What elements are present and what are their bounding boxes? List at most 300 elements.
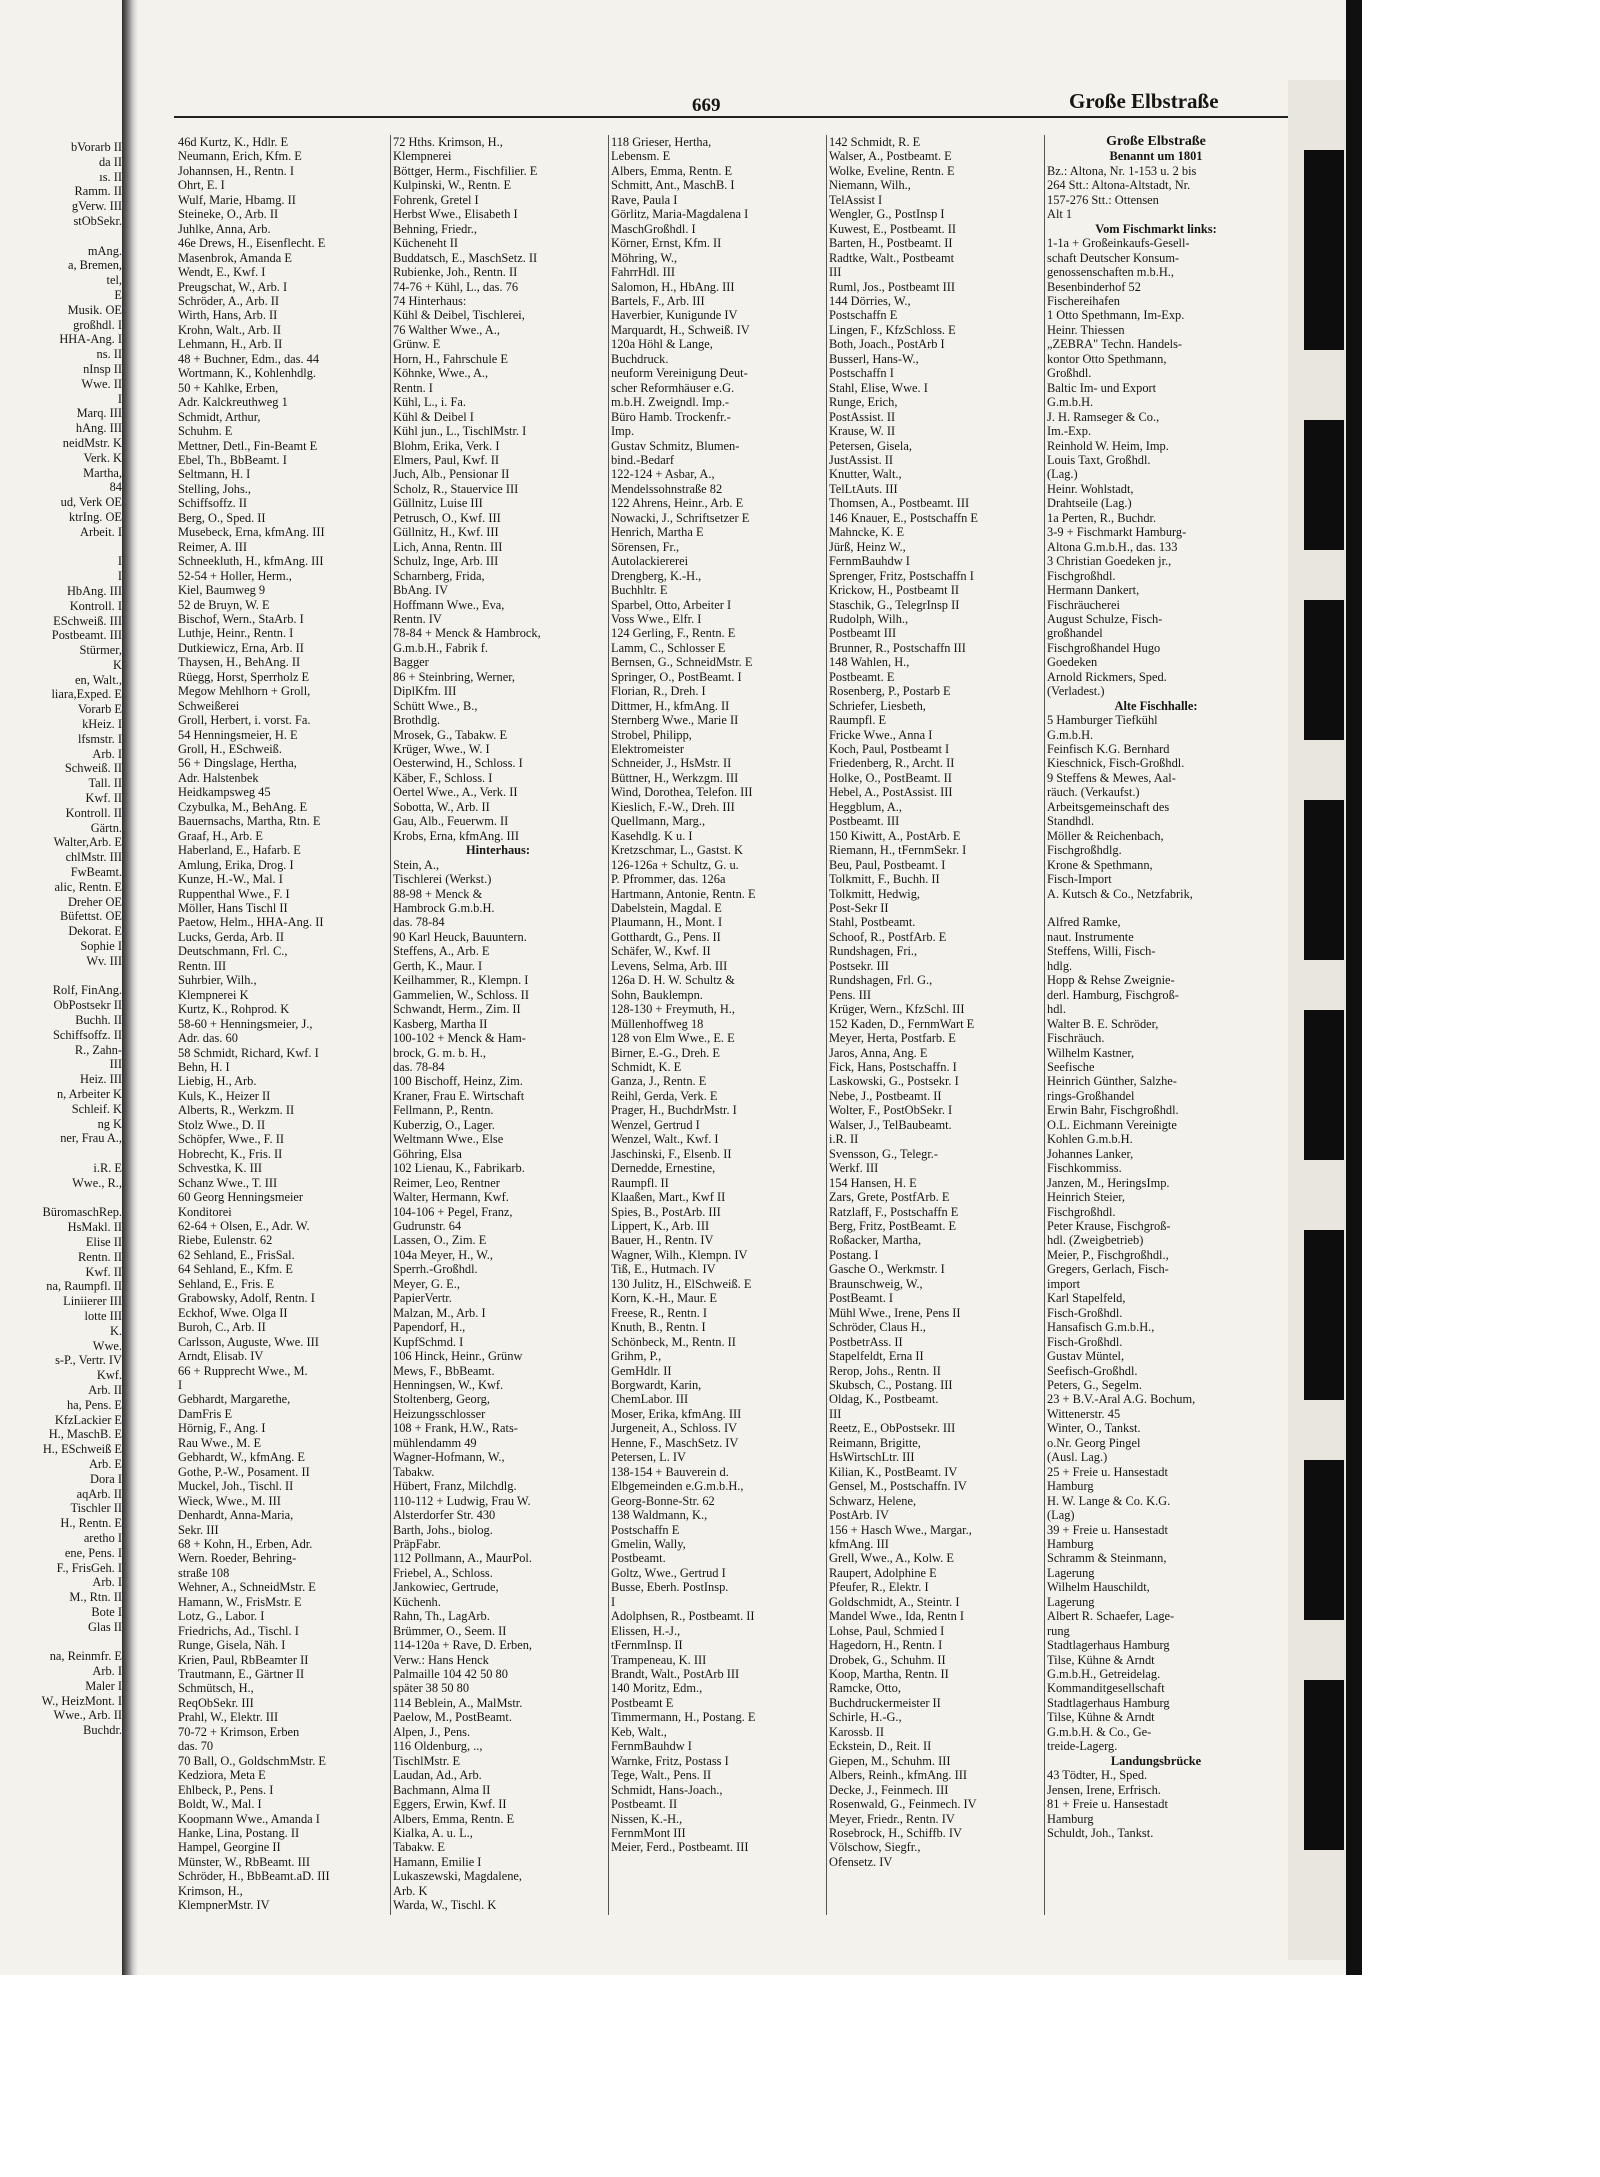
directory-entry: Henrich, Martha E	[611, 525, 704, 540]
directory-entry: Bischof, Wern., StaArb. I	[178, 611, 304, 626]
directory-entry: 152 Kaden, D., FernmWart E	[829, 1016, 975, 1031]
directory-entry: später 38 50 80	[393, 1681, 470, 1696]
directory-entry: Levens, Selma, Arb. III	[611, 958, 728, 973]
directory-entry: Karl Stapelfeld,	[1047, 1291, 1126, 1306]
directory-entry: 154 Hansen, H. E	[829, 1175, 917, 1190]
directory-entry: Dabelstein, Magdal. E	[611, 901, 722, 916]
directory-entry: Hambrock G.m.b.H.	[393, 901, 495, 916]
directory-entry: 58 Schmidt, Richard, Kwf. I	[178, 1045, 319, 1060]
directory-entry: 64 Sehland, E., Kfm. E	[178, 1262, 293, 1277]
directory-entry: Jaros, Anna, Ang. E	[829, 1045, 928, 1060]
directory-entry: Fischräuch.	[1047, 1031, 1105, 1046]
directory-entry: PostBeamt. I	[829, 1291, 894, 1306]
directory-entry: Postschaffn I	[829, 366, 894, 381]
prev-page-line: 84	[109, 480, 122, 495]
directory-entry: Steffens, A., Arb. E	[393, 944, 490, 959]
directory-entry: TelAssist I	[829, 192, 883, 207]
directory-entry: Köhnke, Wwe., A.,	[393, 366, 489, 381]
directory-entry: MaschGroßhdl. I	[611, 221, 696, 236]
directory-entry: FernmMont III	[611, 1826, 686, 1841]
prev-page-line: stObSekr.	[73, 213, 122, 228]
directory-entry: Konditorei	[178, 1204, 232, 1219]
directory-entry: 130 Julitz, H., ElSchweiß. E	[611, 1276, 752, 1291]
directory-entry: 23 + B.V.-Aral A.G. Bochum,	[1047, 1392, 1196, 1407]
directory-entry: Weltmann Wwe., Else	[393, 1132, 504, 1147]
directory-entry: Papendorf, H.,	[393, 1320, 466, 1335]
thumb-index-tab	[1304, 800, 1344, 960]
directory-entry: Schriefer, Liesbeth,	[829, 698, 926, 713]
directory-entry: Fellmann, P., Rentn.	[393, 1103, 494, 1118]
directory-entry: 70-72 + Krimson, Erben	[178, 1724, 300, 1739]
directory-entry: 88-98 + Menck &	[393, 886, 483, 901]
directory-entry: Schiffsoffz. II	[178, 496, 248, 511]
directory-entry: Standhdl.	[1047, 814, 1095, 829]
directory-entry: Kommanditgesellschaft	[1047, 1681, 1165, 1696]
directory-entry: I	[178, 1377, 183, 1392]
directory-entry: Nowacki, J., Schriftsetzer E	[611, 510, 750, 525]
directory-entry: Sohn, Bauklempn.	[611, 987, 703, 1002]
directory-entry: FernmBauhdw I	[829, 554, 910, 569]
prev-page-line: HbAng. III	[66, 583, 122, 598]
directory-entry: Brothdlg.	[393, 713, 441, 728]
directory-entry: Rave, Paula I	[611, 192, 678, 207]
directory-entry: Meyer, Friedr., Rentn. IV	[829, 1811, 955, 1826]
directory-entry: Masenbrok, Amanda E	[178, 250, 292, 265]
directory-entry: 114 Beblein, A., MalMstr.	[393, 1695, 523, 1710]
directory-entry: Kialka, A. u. L.,	[393, 1826, 473, 1841]
directory-entry: Georg-Bonne-Str. 62	[611, 1493, 715, 1508]
prev-page-line: Martha,	[83, 465, 122, 480]
directory-entry: Postbeamt. II	[611, 1797, 678, 1812]
directory-entry: bind.-Bedarf	[611, 452, 674, 467]
directory-entry: Postbeamt III	[829, 626, 897, 641]
prev-page-line: HHA-Ang. I	[59, 332, 122, 347]
directory-entry: Wagner, Wilh., Klempn. IV	[611, 1247, 748, 1262]
directory-entry: Both, Joach., PostArb I	[829, 337, 945, 352]
prev-page-line: Rentn. II	[77, 1249, 122, 1264]
directory-entry: Postbeamt E	[611, 1695, 674, 1710]
directory-entry: Mühl Wwe., Irene, Pens II	[829, 1305, 961, 1320]
directory-entry: Vom Fischmarkt links:	[1095, 221, 1217, 236]
directory-entry: Ruml, Jos., Postbeamt III	[829, 279, 955, 294]
directory-entry: G.m.b.H.	[1047, 395, 1094, 410]
directory-entry: Friedrichs, Ad., Tischl. I	[178, 1623, 299, 1638]
directory-entry: Albert R. Schaefer, Lage-	[1047, 1609, 1175, 1624]
prev-page-line: chlMstr. III	[65, 850, 122, 865]
directory-entry: 138-154 + Bauverein d.	[611, 1464, 729, 1479]
directory-entry: Decke, J., Feinmech. III	[829, 1782, 949, 1797]
prev-page-line: III	[109, 1057, 122, 1072]
prev-page-line: ene, Pens. I	[64, 1545, 122, 1560]
prev-page-line: ESchweiß. III	[53, 613, 122, 628]
directory-entry: Quellmann, Marg.,	[611, 814, 706, 829]
directory-entry: Groll, Herbert, i. vorst. Fa.	[178, 713, 311, 728]
directory-entry: August Schulze, Fisch-	[1047, 611, 1163, 626]
directory-entry: Winter, O., Tankst.	[1047, 1421, 1141, 1436]
directory-entry: Lagerung	[1047, 1594, 1095, 1609]
prev-page-line: Schweiß. II	[64, 761, 122, 776]
prev-page-line: ns. II	[96, 347, 122, 362]
directory-entry: Bagger	[393, 655, 429, 670]
previous-page-fragment	[0, 140, 122, 1880]
directory-entry: Kohlen G.m.b.H.	[1047, 1132, 1133, 1147]
directory-entry: Runge, Erich,	[829, 395, 898, 410]
directory-entry: Schulz, Inge, Arb. III	[393, 554, 499, 569]
directory-entry: Wengler, G., PostInsp I	[829, 207, 945, 222]
directory-entry: Runge, Gisela, Näh. I	[178, 1638, 286, 1653]
directory-entry: Lippert, K., Arb. III	[611, 1218, 710, 1233]
directory-entry: Schwandt, Herm., Zim. II	[393, 1002, 521, 1017]
directory-entry: 104-106 + Pegel, Franz,	[393, 1204, 513, 1219]
prev-page-line: H., Rentn. E	[60, 1516, 122, 1531]
directory-entry: DamFris E	[178, 1406, 233, 1421]
directory-entry: mühlendamm 49	[393, 1435, 477, 1450]
directory-entry: 5 Hamburger Tiefkühl	[1047, 713, 1158, 728]
prev-page-line: Kontroll. II	[65, 805, 122, 820]
directory-entry: Wortmann, K., Kohlenhdlg.	[178, 366, 317, 381]
directory-entry: Warnke, Fritz, Postass I	[611, 1753, 729, 1768]
directory-entry: Ratzlaff, F., Postschaffn E	[829, 1204, 959, 1219]
directory-entry: Wilhelm Kastner,	[1047, 1045, 1135, 1060]
prev-page-line: a, Bremen,	[67, 258, 122, 273]
prev-page-line: Vorarb E	[77, 702, 122, 717]
directory-entry: brock, G. m. b. H.,	[393, 1045, 486, 1060]
directory-entry: Stadtlagerhaus Hamburg	[1047, 1695, 1170, 1710]
directory-entry: Steffens, Willi, Fisch-	[1047, 944, 1156, 959]
directory-entry: Elektromeister	[611, 742, 684, 757]
directory-entry: (Lag.)	[1047, 467, 1078, 482]
directory-entry: Arndt, Elisab. IV	[178, 1349, 264, 1364]
directory-entry: Bartels, F., Arb. III	[611, 293, 705, 308]
directory-entry: Ruppenthal Wwe., F. I	[178, 886, 290, 901]
directory-entry: Hagedorn, H., Rentn. I	[829, 1638, 943, 1653]
directory-entry: Dutkiewicz, Erna, Arb. II	[178, 640, 304, 655]
directory-entry: Wenzel, Gertrud I	[611, 1117, 700, 1132]
directory-entry: Raumpfl. II	[611, 1175, 669, 1190]
directory-entry: Völschow, Siegfr.,	[829, 1840, 921, 1855]
prev-page-line: W., HeizMont. I	[41, 1693, 122, 1708]
directory-entry: Klempnerei K	[178, 987, 249, 1002]
directory-entry: Alfred Ramke,	[1047, 915, 1121, 930]
directory-entry: Fohrenk, Gretel I	[393, 192, 479, 207]
directory-entry: Ganza, J., Rentn. E	[611, 1074, 707, 1089]
directory-entry: Beu, Paul, Postbeamt. I	[829, 857, 946, 872]
directory-entry: Gau, Alb., Feuerwm. II	[393, 814, 509, 829]
directory-entry: Schanz Wwe., T. III	[178, 1175, 278, 1190]
directory-entry: rung	[1047, 1623, 1070, 1638]
directory-entry: Feinfisch K.G. Bernhard	[1047, 742, 1170, 757]
directory-entry: Gregers, Gerlach, Fisch-	[1047, 1262, 1169, 1277]
directory-entry: 146 Knauer, E., Postschaffn E	[829, 510, 978, 525]
directory-entry: Raumpfl. E	[829, 713, 887, 728]
directory-entry: Skubsch, C., Postang. III	[829, 1377, 953, 1392]
prev-page-line	[0, 229, 122, 244]
directory-entry: Rundshagen, Fri.,	[829, 944, 918, 959]
directory-entry: Arbeitsgemeinschaft des	[1047, 799, 1170, 814]
directory-entry: Krüger, Wwe., W. I	[393, 742, 490, 757]
directory-entry: Janzen, M., HeringsImp.	[1047, 1175, 1170, 1190]
running-head-street: Große Elbstraße	[1069, 89, 1219, 113]
directory-entry: Sekr. III	[178, 1522, 219, 1537]
directory-entry: Postbeamt. E	[829, 669, 895, 684]
directory-entry: 3 Christian Goedeken jr.,	[1047, 554, 1172, 569]
directory-entry: 68 + Kohn, H., Erben, Adr.	[178, 1536, 313, 1551]
prev-page-line: Büfettst. OE	[60, 909, 122, 924]
directory-entry: Czybulka, M., BehAng. E	[178, 799, 308, 814]
directory-entry: Lich, Anna, Rentn. III	[393, 539, 503, 554]
prev-page-line: I	[117, 569, 122, 584]
directory-entry: Gmelin, Wally,	[611, 1536, 686, 1551]
directory-entry: G.m.b.H., Getreidelag.	[1047, 1667, 1161, 1682]
directory-entry: Fisch-Großhdl.	[1047, 1334, 1123, 1349]
directory-entry: 66 + Rupprecht Wwe., M.	[178, 1363, 308, 1378]
directory-entry: 52 de Bruyn, W. E	[178, 597, 270, 612]
directory-entry: Gustav Müntel,	[1047, 1349, 1125, 1364]
directory-entry: Oldag, K., Postbeamt.	[829, 1392, 939, 1407]
directory-entry: Schwarz, Helene,	[829, 1493, 917, 1508]
directory-column-4	[826, 135, 1041, 1915]
directory-entry: (Ausl. Lag.)	[1047, 1450, 1108, 1465]
prev-page-line: mAng.	[87, 243, 122, 258]
directory-entry: Bz.: Altona, Nr. 1-153 u. 2 bis	[1047, 163, 1197, 178]
directory-entry: Koch, Paul, Postbeamt I	[829, 742, 950, 757]
directory-entry: Lohse, Paul, Schmied I	[829, 1623, 945, 1638]
prev-page-line: Walter,Arb. E	[53, 835, 122, 850]
directory-entry: Gammelien, W., Schloss. II	[393, 987, 529, 1002]
directory-entry: Riebe, Eulenstr. 62	[178, 1233, 273, 1248]
prev-page-line: Arb. E	[88, 1456, 122, 1471]
directory-entry: Gustav Schmitz, Blumen-	[611, 438, 740, 453]
thumb-index-tab	[1304, 600, 1344, 740]
prev-page-line: ha, Pens. E	[66, 1397, 122, 1412]
prev-page-line: ner, Frau A.,	[60, 1131, 122, 1146]
directory-entry: Mahncke, K. E	[829, 525, 905, 540]
directory-entry: Koop, Martha, Rentn. II	[829, 1667, 949, 1682]
directory-entry: Rosenwald, G., Feinmech. IV	[829, 1797, 977, 1812]
directory-entry: 76 Walther Wwe., A.,	[393, 322, 500, 337]
directory-entry: Möhring, W.,	[611, 250, 678, 265]
directory-entry: Henningsen, W., Kwf.	[393, 1377, 504, 1392]
directory-entry: straße 108	[178, 1565, 230, 1580]
directory-entry: Musebeck, Erna, kfmAng. III	[178, 525, 325, 540]
directory-entry: Hamann, Emilie I	[393, 1854, 482, 1869]
directory-entry: Hamburg	[1047, 1479, 1094, 1494]
directory-entry: Böttger, Herm., Fischfilier. E	[393, 163, 538, 178]
directory-entry: Seltmann, H. I	[178, 467, 251, 482]
directory-entry: Stein, A.,	[393, 857, 440, 872]
directory-entry: Dittmer, H., kfmAng. II	[611, 698, 730, 713]
directory-entry: Kulpinski, W., Rentn. E	[393, 178, 512, 193]
prev-page-line: Kwf. II	[85, 1264, 122, 1279]
directory-entry: 110-112 + Ludwig, Frau W.	[393, 1493, 531, 1508]
directory-entry: III	[829, 1406, 842, 1421]
directory-entry: Florian, R., Dreh. I	[611, 684, 706, 699]
directory-entry: Wagner-Hofmann, W.,	[393, 1450, 505, 1465]
directory-entry: Alt 1	[1047, 207, 1073, 222]
directory-column-5	[1044, 135, 1267, 1915]
directory-entry: Zars, Grete, PostfArb. E	[829, 1190, 950, 1205]
directory-entry: Arnold Rickmers, Sped.	[1047, 669, 1167, 684]
directory-entry: Gerth, K., Maur. I	[393, 958, 483, 973]
directory-entry: Goldschmidt, A., Steintr. I	[829, 1594, 960, 1609]
directory-entry: Güllnitz, Luise III	[393, 496, 483, 511]
directory-entry: Bauernsachs, Martha, Rtn. E	[178, 814, 321, 829]
directory-entry: 102 Lienau, K., Fabrikarb.	[393, 1161, 525, 1176]
directory-entry: Nebe, J., Postbeamt. II	[829, 1088, 942, 1103]
directory-entry: Holke, O., PostBeamt. II	[829, 770, 952, 785]
directory-entry: Rerop, Johs., Rentn. II	[829, 1363, 941, 1378]
directory-entry: Bauer, H., Rentn. IV	[611, 1233, 714, 1248]
directory-entry: Tolkmitt, F., Buchh. II	[829, 872, 940, 887]
directory-entry: 106 Hinck, Heinr., Grünw	[393, 1349, 523, 1364]
directory-entry: Großhdl.	[1047, 366, 1092, 381]
prev-page-line: I	[117, 554, 122, 569]
directory-entry: FahrrHdl. III	[611, 265, 675, 280]
directory-entry: Reihl, Gerda, Verk. E	[611, 1088, 718, 1103]
directory-entry: Fisch-Großhdl.	[1047, 1305, 1123, 1320]
directory-entry: Gebhardt, W., kfmAng. E	[178, 1450, 305, 1465]
directory-entry: Kieschnick, Fisch-Großhdl.	[1047, 756, 1185, 771]
directory-entry: 112 Pollmann, A., MaurPol.	[393, 1551, 532, 1566]
prev-page-line: FwBeamt.	[70, 865, 122, 880]
directory-entry: Rüegg, Horst, Sperrholz E	[178, 669, 310, 684]
prev-page-line: Ramm. II	[74, 184, 122, 199]
directory-entry: Kühl jun., L., TischlMstr. I	[393, 424, 527, 439]
directory-entry: Wolke, Eveline, Rentn. E	[829, 163, 955, 178]
prev-page-line: aqArb. II	[76, 1486, 122, 1501]
directory-entry: tFernmInsp. II	[611, 1638, 683, 1653]
directory-entry: Grabowsky, Adolf, Rentn. I	[178, 1291, 315, 1306]
prev-page-line: Wv. III	[86, 953, 122, 968]
directory-entry: Reimann, Brigitte,	[829, 1435, 921, 1450]
prev-page-line: da II	[98, 154, 122, 169]
prev-page-line: Wwe., R.,	[72, 1175, 122, 1190]
directory-entry: Timmermann, H., Postang. E	[611, 1710, 756, 1725]
directory-entry: Postsekr. III	[829, 958, 889, 973]
directory-entry: Spies, B., PostArb. III	[611, 1204, 721, 1219]
directory-entry: Meier, P., Fischgroßhdl.,	[1047, 1247, 1169, 1262]
directory-entry: Voss Wwe., Elfr. I	[611, 611, 702, 626]
directory-entry: 52-54 + Holler, Herm.,	[178, 568, 292, 583]
directory-entry: Mettner, Detl., Fin-Beamt E	[178, 438, 318, 453]
directory-entry: 9 Steffens & Mewes, Aal-	[1047, 770, 1176, 785]
directory-entry: scher Reformhäuser e.G.	[611, 380, 735, 395]
directory-entry: Staschik, G., TelegrInsp II	[829, 597, 960, 612]
directory-entry: Kraner, Frau E. Wirtschaft	[393, 1088, 525, 1103]
directory-entry: Adolphsen, R., Postbeamt. II	[611, 1609, 755, 1624]
prev-page-line: KfzLackier E	[54, 1412, 122, 1427]
directory-entry: Hanke, Lina, Postang. II	[178, 1826, 300, 1841]
directory-entry: Moser, Erika, kfmAng. III	[611, 1406, 742, 1421]
prev-page-line: Rolf, FinAng.	[52, 983, 122, 998]
directory-entry: Autolackiererei	[611, 554, 689, 569]
directory-entry: Haverbier, Kunigunde IV	[611, 308, 738, 323]
directory-entry: Svensson, G., Telegr.-	[829, 1146, 939, 1161]
directory-entry: Tabakw. E	[393, 1840, 445, 1855]
directory-entry: Schönbeck, M., Rentn. II	[611, 1334, 736, 1349]
directory-entry: Tilse, Kühne & Arndt	[1047, 1710, 1155, 1725]
directory-entry: Lotz, G., Labor. I	[178, 1609, 265, 1624]
directory-entry: 118 Grieser, Hertha,	[611, 135, 712, 149]
directory-entry: Juch, Alb., Pensionar II	[393, 467, 510, 482]
directory-entry: i.R. II	[829, 1132, 859, 1147]
directory-entry: Rudolph, Wilh.,	[829, 611, 909, 626]
prev-page-line: Wwe., Arb. II	[53, 1708, 122, 1723]
directory-entry: Kilian, K., PostBeamt. IV	[829, 1464, 958, 1479]
directory-entry: Krohn, Walt., Arb. II	[178, 322, 282, 337]
directory-entry: Heggblum, A.,	[829, 799, 902, 814]
directory-entry: Gebhardt, Margarethe,	[178, 1392, 291, 1407]
prev-page-line: H., MaschB. E	[48, 1427, 122, 1442]
directory-entry: Eggers, Erwin, Kwf. II	[393, 1797, 507, 1812]
directory-entry: Rau Wwe., M. E	[178, 1435, 262, 1450]
directory-entry: 122-124 + Asbar, A.,	[611, 467, 715, 482]
directory-entry: Herbst Wwe., Elisabeth I	[393, 207, 518, 222]
directory-entry: Grell, Wwe., A., Kolw. E	[829, 1551, 954, 1566]
prev-page-line: ktrIng. OE	[69, 509, 122, 524]
directory-entry: Wendt, E., Kwf. I	[178, 265, 266, 280]
directory-entry: Steineke, O., Arb. II	[178, 207, 279, 222]
prev-page-line: ObPostsekr II	[53, 998, 122, 1013]
directory-entry: Walter, Hermann, Kwf.	[393, 1190, 509, 1205]
directory-entry: Dernedde, Ernestine,	[611, 1161, 716, 1176]
directory-entry: Mendelssohnstraße 82	[611, 481, 723, 496]
directory-entry: Adr. Halstenbek	[178, 770, 259, 785]
directory-entry: Reetz, E., ObPostsekr. III	[829, 1421, 956, 1436]
prev-page-line: E	[114, 287, 122, 302]
directory-entry: Braunschweig, W.,	[829, 1276, 923, 1291]
directory-entry: PräpFabr.	[393, 1536, 441, 1551]
directory-entry: Freese, R., Rentn. I	[611, 1305, 708, 1320]
prev-page-line: lotte III	[84, 1308, 122, 1323]
directory-entry: Sternberg Wwe., Marie II	[611, 713, 739, 728]
directory-column-3	[608, 135, 823, 1915]
directory-entry: Nissen, K.-H.,	[611, 1811, 683, 1826]
directory-entry: Buchdruck.	[611, 351, 669, 366]
directory-entry: Meyer, Herta, Postfarb. E	[829, 1031, 956, 1046]
prev-page-line: s-P., Vertr. IV	[55, 1353, 122, 1368]
directory-entry: 100-102 + Menck & Ham-	[393, 1031, 526, 1046]
directory-entry: Karossb. II	[829, 1724, 885, 1739]
directory-entry: Kühl, L., i. Fa.	[393, 395, 466, 410]
directory-entry: Krickow, H., Postbeamt II	[829, 583, 959, 598]
prev-page-line: M., Rtn. II	[69, 1590, 122, 1605]
directory-entry: PostArb. IV	[829, 1508, 889, 1523]
directory-entry: Springer, O., PostBeamt. I	[611, 669, 742, 684]
directory-entry: Rubienke, Joh., Rentn. II	[393, 265, 518, 280]
directory-entry: Hansafisch G.m.b.H.,	[1047, 1320, 1155, 1335]
prev-page-line: Marq. III	[76, 406, 122, 421]
directory-entry: Sobotta, W., Arb. II	[393, 799, 490, 814]
directory-entry	[1045, 901, 1267, 915]
directory-entry: Schramm & Steinmann,	[1047, 1551, 1167, 1566]
directory-entry: Megow Mehlhorn + Groll,	[178, 684, 311, 699]
directory-entry: Kuwest, E., Postbeamt. II	[829, 221, 956, 236]
directory-entry: Elmers, Paul, Kwf. II	[393, 452, 499, 467]
directory-entry: Schmidt, Arthur,	[178, 409, 261, 424]
directory-entry: J. H. Ramseger & Co.,	[1047, 409, 1160, 424]
directory-entry: (Lag)	[1047, 1508, 1075, 1523]
prev-page-line: Arb. II	[88, 1382, 122, 1397]
directory-entry: TelLtAuts. III	[829, 481, 898, 496]
directory-entry: Wern. Roeder, Behring-	[178, 1551, 297, 1566]
directory-entry: Paelow, M., PostBeamt.	[393, 1710, 512, 1725]
directory-entry: III	[829, 265, 842, 280]
directory-entry: Postbeamt. III	[829, 814, 900, 829]
directory-entry: 72 Hths. Krimson, H.,	[393, 135, 503, 149]
prev-page-line: lfsmstr. I	[77, 731, 122, 746]
directory-entry: Albers, Reinh., kfmAng. III	[829, 1768, 967, 1783]
